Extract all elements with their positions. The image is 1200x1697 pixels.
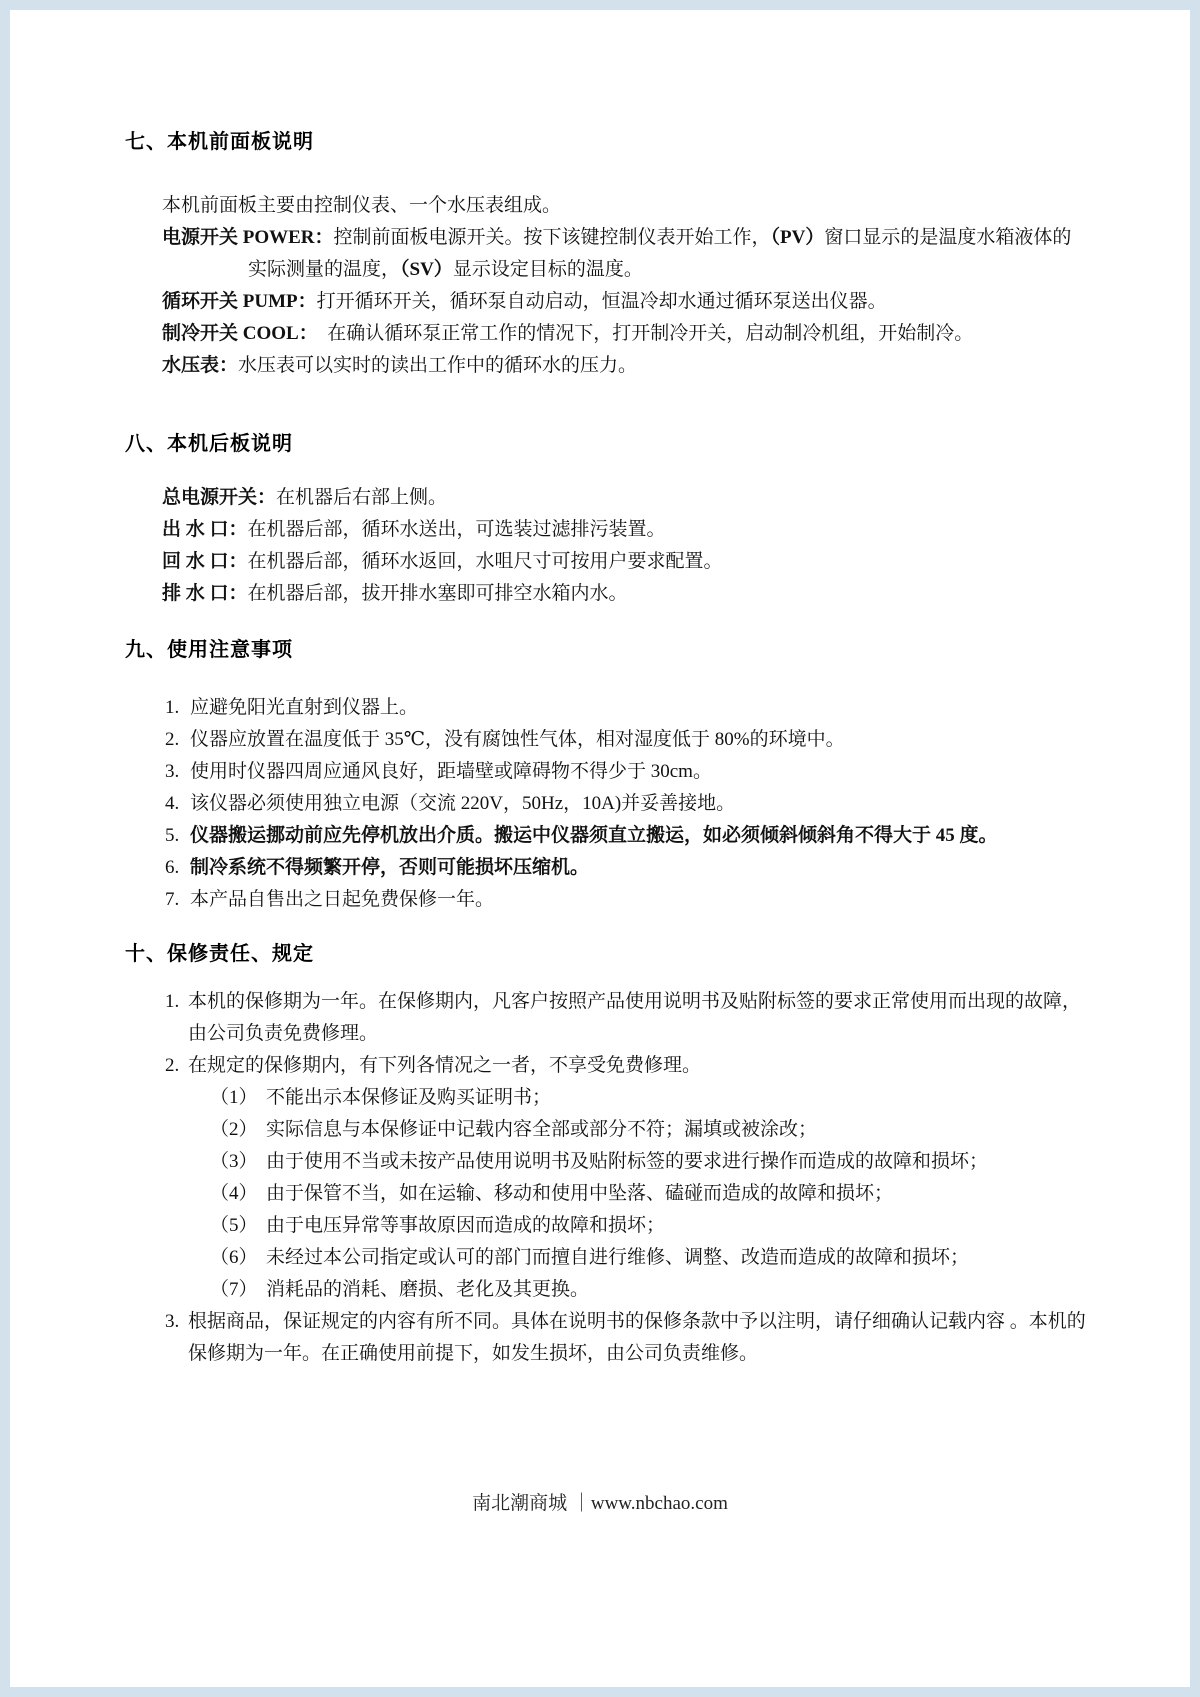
item-text	[190, 788, 1090, 820]
paragraph	[162, 190, 1090, 222]
item-text	[190, 724, 1090, 756]
text-segment: 制冷系统不得频繁开停，否则可能损坏压缩机。	[190, 857, 590, 878]
item-text	[266, 1146, 1090, 1178]
text-segment: 在机器后部，循环水送出，可选装过滤排污装置。	[247, 519, 666, 540]
text-segment: 本产品自售出之日起免费保修一年。	[190, 889, 495, 910]
item-number: 3.	[165, 761, 180, 782]
list-item	[162, 514, 1090, 546]
text-segment: 本机的保修期为一年。在保修期内，凡客户按照产品使用说明书及贴附标签的要求正常使用而出现的故障，由公司负责免费修理。	[188, 991, 1082, 1044]
item-number: 6.	[165, 857, 180, 878]
text-segment: 排 水 口：	[162, 583, 248, 604]
list-item	[165, 788, 1090, 820]
item-text	[188, 1306, 1090, 1370]
text-segment: 由于电压异常等事故原因而造成的故障和损坏；	[266, 1215, 666, 1236]
text-segment: 使用时仪器四周应通风良好，距墙壁或障碍物不得少于 30cm。	[190, 761, 712, 782]
text-segment: 在规定的保修期内，有下列各情况之一者，不享受免费修理。	[188, 1055, 702, 1076]
text-segment: 水压表：	[162, 355, 239, 376]
text-segment: 回 水 口：	[162, 551, 248, 572]
paragraph	[162, 286, 1090, 318]
text-segment: 出 水 口：	[162, 519, 248, 540]
text-segment: 在确认循环泵正常工作的情况下，打开制冷开关，启动制冷机组，开始制冷。	[308, 323, 974, 344]
section-precautions	[125, 636, 1090, 916]
list-item	[165, 852, 1090, 884]
list-item	[210, 1114, 1090, 1146]
list-item	[210, 1082, 1090, 1114]
text-segment: （PV）	[770, 227, 825, 248]
list-item	[210, 1274, 1090, 1306]
section-front-panel	[125, 128, 1090, 382]
section-heading: 九、使用注意事项	[125, 639, 293, 661]
list-item	[165, 1306, 1090, 1370]
item-number: 5.	[165, 825, 180, 846]
item-text	[188, 986, 1090, 1050]
item-text	[266, 1114, 1090, 1146]
item-text	[266, 1274, 1090, 1306]
text-segment: 实际信息与本保修证中记载内容全部或部分不符；漏填或被涂改；	[266, 1119, 818, 1140]
text-segment: 未经过本公司指定或认可的部门而擅自进行维修、调整、改造而造成的故障和损坏；	[266, 1247, 970, 1268]
item-text	[266, 1082, 1090, 1114]
list-item	[165, 884, 1090, 916]
section-heading: 十、保修责任、规定	[125, 943, 314, 965]
text-segment: 制冷开关 COOL：	[162, 323, 309, 344]
item-number: 2.	[165, 1055, 180, 1076]
text-segment: 本机前面板主要由控制仪表、一个水压表组成。	[162, 195, 562, 216]
list-item	[162, 482, 1090, 514]
text-segment: 消耗品的消耗、磨损、老化及其更换。	[266, 1279, 590, 1300]
list-item	[210, 1242, 1090, 1274]
item-number: 4.	[165, 793, 180, 814]
paragraph	[162, 318, 1090, 350]
section-body	[162, 482, 1090, 610]
item-text	[266, 1210, 1090, 1242]
list-item	[165, 692, 1090, 724]
paragraph	[162, 350, 1090, 382]
text-segment: 由于保管不当，如在运输、移动和使用中坠落、磕碰而造成的故障和损坏；	[266, 1183, 894, 1204]
list-item	[165, 820, 1090, 852]
list-item	[165, 986, 1090, 1050]
item-number: （5）	[210, 1215, 258, 1236]
text-segment: 仪器搬运挪动前应先停机放出介质。搬运中仪器须直立搬运，如必须倾斜倾斜角不得大于 45 度。	[190, 825, 998, 846]
section-warranty	[125, 940, 1090, 1370]
item-number: （3）	[210, 1151, 258, 1172]
text-segment: 窗口显示的是温度水箱液体的实际测量的温度，	[248, 227, 1072, 280]
text-segment: 在机器后右部上侧。	[276, 487, 448, 508]
paragraph	[162, 222, 1090, 286]
item-number: （7）	[210, 1279, 258, 1300]
warranty-exclusion-list	[210, 1082, 1090, 1306]
item-number: （2）	[210, 1119, 258, 1140]
section-body	[165, 692, 1090, 916]
text-segment: 不能出示本保修证及购买证明书；	[266, 1087, 552, 1108]
text-segment: 该仪器必须使用独立电源（交流 220V，50Hz，10A)并妥善接地。	[190, 793, 736, 814]
footer-text: 南北潮商城 ｜www.nbchao.com	[472, 1493, 728, 1514]
section-body	[165, 986, 1090, 1370]
footer	[10, 1488, 1190, 1520]
section-body	[162, 190, 1090, 382]
list-item	[210, 1210, 1090, 1242]
item-text	[190, 852, 1090, 884]
item-number: 2.	[165, 729, 180, 750]
text-segment: 水压表可以实时的读出工作中的循环水的压力。	[238, 355, 638, 376]
item-number: 7.	[165, 889, 180, 910]
item-text	[266, 1178, 1090, 1210]
item-number: 1.	[165, 991, 180, 1012]
text-segment: 由于使用不当或未按产品使用说明书及贴附标签的要求进行操作而造成的故障和损坏；	[266, 1151, 989, 1172]
list-item	[210, 1178, 1090, 1210]
text-segment: 控制前面板电源开关。按下该键控制仪表开始工作，	[333, 227, 771, 248]
text-segment: 在机器后部，拔开排水塞即可排空水箱内水。	[247, 583, 628, 604]
text-segment: 在机器后部，循环水返回，水咀尺寸可按用户要求配置。	[247, 551, 723, 572]
text-segment: 根据商品，保证规定的内容有所不同。具体在说明书的保修条款中予以注明，请仔细确认记载内容 。本机的保修期为一年。在正确使用前提下，如发生损坏，由公司负责维修。	[188, 1311, 1086, 1364]
list-item	[165, 756, 1090, 788]
item-number: （6）	[210, 1247, 258, 1268]
text-segment: 总电源开关：	[162, 487, 277, 508]
text-segment: 仪器应放置在温度低于 35℃，没有腐蚀性气体，相对湿度低于 80%的环境中。	[190, 729, 845, 750]
text-segment: 打开循环开关，循环泵自动启动，恒温冷却水通过循环泵送出仪器。	[316, 291, 887, 312]
text-segment: 显示设定目标的温度。	[452, 259, 643, 280]
list-item	[210, 1146, 1090, 1178]
list-item	[162, 546, 1090, 578]
list-item	[165, 724, 1090, 756]
section-heading: 八、本机后板说明	[125, 433, 293, 455]
item-number: 3.	[165, 1311, 180, 1332]
item-text	[190, 756, 1090, 788]
text-segment: 电源开关 POWER：	[162, 227, 334, 248]
section-heading: 七、本机前面板说明	[125, 131, 314, 153]
list-item	[165, 1050, 1090, 1082]
item-text	[190, 820, 1090, 852]
item-number: （1）	[210, 1087, 258, 1108]
text-segment: （SV）	[400, 259, 453, 280]
list-item	[162, 578, 1090, 610]
item-text	[190, 884, 1090, 916]
item-text	[188, 1050, 1090, 1082]
document-page	[10, 10, 1190, 1687]
item-number: （4）	[210, 1183, 258, 1204]
section-rear-panel	[125, 430, 1090, 610]
item-number: 1.	[165, 697, 180, 718]
text-segment: 循环开关 PUMP：	[162, 291, 317, 312]
text-segment: 应避免阳光直射到仪器上。	[190, 697, 419, 718]
item-text	[266, 1242, 1090, 1274]
item-text	[190, 692, 1090, 724]
